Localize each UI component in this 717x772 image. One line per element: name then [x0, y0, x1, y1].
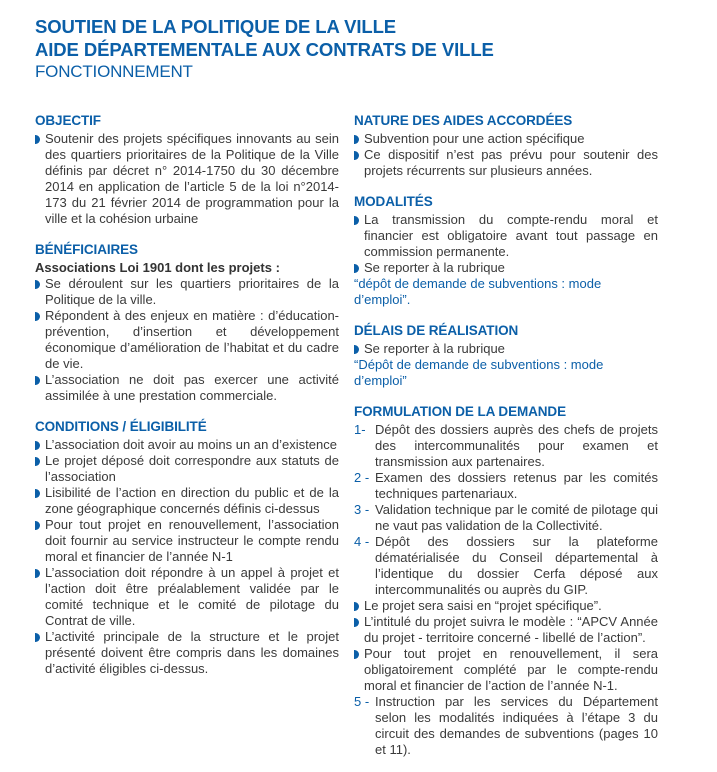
list-item: L’association ne doit pas exercer une activité assimilée à une prestation commerciale. — [35, 372, 339, 404]
list-item: L’activité principale de la structure et le projet présenté doivent être compris dans les domaines d’activité éligibles ci-dessus. — [35, 629, 339, 677]
list-item: Se reporter à la rubrique — [354, 260, 658, 276]
list-item: L’intitulé du projet suivra le modèle : “APCV Année du projet - territoire concerné - libellé de l’action”. — [354, 614, 658, 646]
list-item: Se déroulent sur les quartiers prioritaires de la Politique de la ville. — [35, 276, 339, 308]
step-item: 1- Dépôt des dossiers auprès des chefs de projets des intercommunalités pour examen et transmission aux partenaires. — [354, 422, 658, 469]
section-heading: NATURE DES AIDES ACCORDÉES — [354, 113, 573, 128]
section-heading: CONDITIONS / ÉLIGIBILITÉ — [35, 419, 207, 434]
sub-label: Associations Loi 1901 dont les projets : — [35, 260, 280, 275]
bullet-icon — [35, 376, 40, 385]
list-item: Le projet déposé doit correspondre aux statuts de l’association — [35, 453, 339, 485]
list-item: Pour tout projet en renouvellement, il sera obligatoirement complété par le compte-rendu moral et financier de l’action de l’année N-1. — [354, 646, 658, 694]
list-item: Lisibilité de l’action en direction du public et de la zone géographique concernés définis ci-dessus — [35, 485, 339, 517]
step-number: 2 - — [354, 470, 370, 485]
step-number: 1- — [354, 422, 366, 437]
page-title-line-1: SOUTIEN DE LA POLITIQUE DE LA VILLE — [35, 16, 397, 37]
right-column — [354, 112, 658, 772]
step-item: 3 - Validation technique par le comité de pilotage qui ne vaut pas validation de la Collectivité. — [354, 502, 658, 533]
reference-link[interactable]: “Dépôt de demande de subventions : mode d’emploi” — [354, 357, 604, 388]
section-heading: DÉLAIS DE RÉALISATION — [354, 323, 519, 338]
bullet-icon — [354, 264, 359, 273]
list-item: Répondent à des enjeux en matière : d’éducation-prévention, d’insertion et développement économique d’amélioration de l’habitat et du cadre de vie. — [35, 308, 339, 372]
list-item: Soutenir des projets spécifiques innovants au sein des quartiers prioritaires de la Politique de la Ville définis par décret n° 2014-1750 du 30 décembre 2014 en application de l’article 5 de la loi n°2014-173 du 21 février 2014 de programmation pour la ville et la cohésion urbaine — [35, 131, 339, 227]
list-item: La transmission du compte-rendu moral et financier est obligatoire avant tout passage en commission permanente. — [354, 212, 658, 260]
step-item: 2 - Examen des dossiers retenus par les comités techniques partenariaux. — [354, 470, 658, 501]
page-subtitle: FONCTIONNEMENT — [35, 62, 193, 81]
bullet-icon — [354, 216, 359, 225]
bullet-icon — [35, 312, 40, 321]
left-column — [35, 112, 339, 691]
section-beneficiaires — [35, 241, 339, 404]
step-item: 5 - Instruction par les services du Département selon les modalités indiquées à l’étape 3 du circuit des demandes de subventions (pages 10 et 11). — [354, 694, 658, 757]
section-heading: FORMULATION DE LA DEMANDE — [354, 404, 566, 419]
reference-link[interactable]: “dépôt de demande de subventions : mode d’emploi”. — [354, 276, 602, 307]
bullet-icon — [354, 602, 359, 611]
bullet-icon — [35, 521, 40, 530]
bullet-icon — [35, 135, 40, 144]
bullet-icon — [35, 441, 40, 450]
step-item: 4 - Dépôt des dossiers sur la plateforme dématérialisée du Conseil départemental à l’identique du dossier Cerfa déposé aux intercommunalités ou auprès du GIP. — [354, 534, 658, 597]
section-heading: BÉNÉFICIAIRES — [35, 242, 138, 257]
section-objectif — [35, 112, 339, 227]
bullet-icon — [354, 618, 359, 627]
page-title-line-2: AIDE DÉPARTEMENTALE AUX CONTRATS DE VILLE — [35, 39, 494, 60]
section-nature — [354, 112, 658, 179]
list-item: Se reporter à la rubrique — [354, 341, 658, 357]
bullet-icon — [35, 633, 40, 642]
list-item: Le projet sera saisi en “projet spécifique”. — [354, 598, 658, 614]
list-item: Ce dispositif n’est pas prévu pour soutenir des projets récurrents sur plusieurs années. — [354, 147, 658, 179]
section-formulation — [354, 403, 658, 758]
section-modalites — [354, 193, 658, 308]
step-number: 4 - — [354, 534, 370, 549]
bullet-icon — [35, 280, 40, 289]
bullet-icon — [354, 650, 359, 659]
bullet-icon — [354, 135, 359, 144]
list-item: Subvention pour une action spécifique — [354, 131, 658, 147]
step-number: 3 - — [354, 502, 370, 517]
section-heading: MODALITÉS — [354, 194, 433, 209]
list-item: Pour tout projet en renouvellement, l’association doit fournir au service instructeur le compte rendu moral et financier de l’année N-1 — [35, 517, 339, 565]
bullet-icon — [35, 489, 40, 498]
bullet-icon — [354, 151, 359, 160]
section-delais — [354, 322, 658, 389]
bullet-icon — [35, 457, 40, 466]
bullet-icon — [35, 569, 40, 578]
section-heading: OBJECTIF — [35, 113, 101, 128]
section-conditions — [35, 418, 339, 677]
list-item: L’association doit répondre à un appel à projet et l’action doit être préalablement validée par le comité technique et le comité de pilotage du Contrat de ville. — [35, 565, 339, 629]
list-item: L’association doit avoir au moins un an d’existence — [35, 437, 339, 453]
page-header — [35, 15, 494, 83]
bullet-icon — [354, 345, 359, 354]
step-number: 5 - — [354, 694, 370, 709]
